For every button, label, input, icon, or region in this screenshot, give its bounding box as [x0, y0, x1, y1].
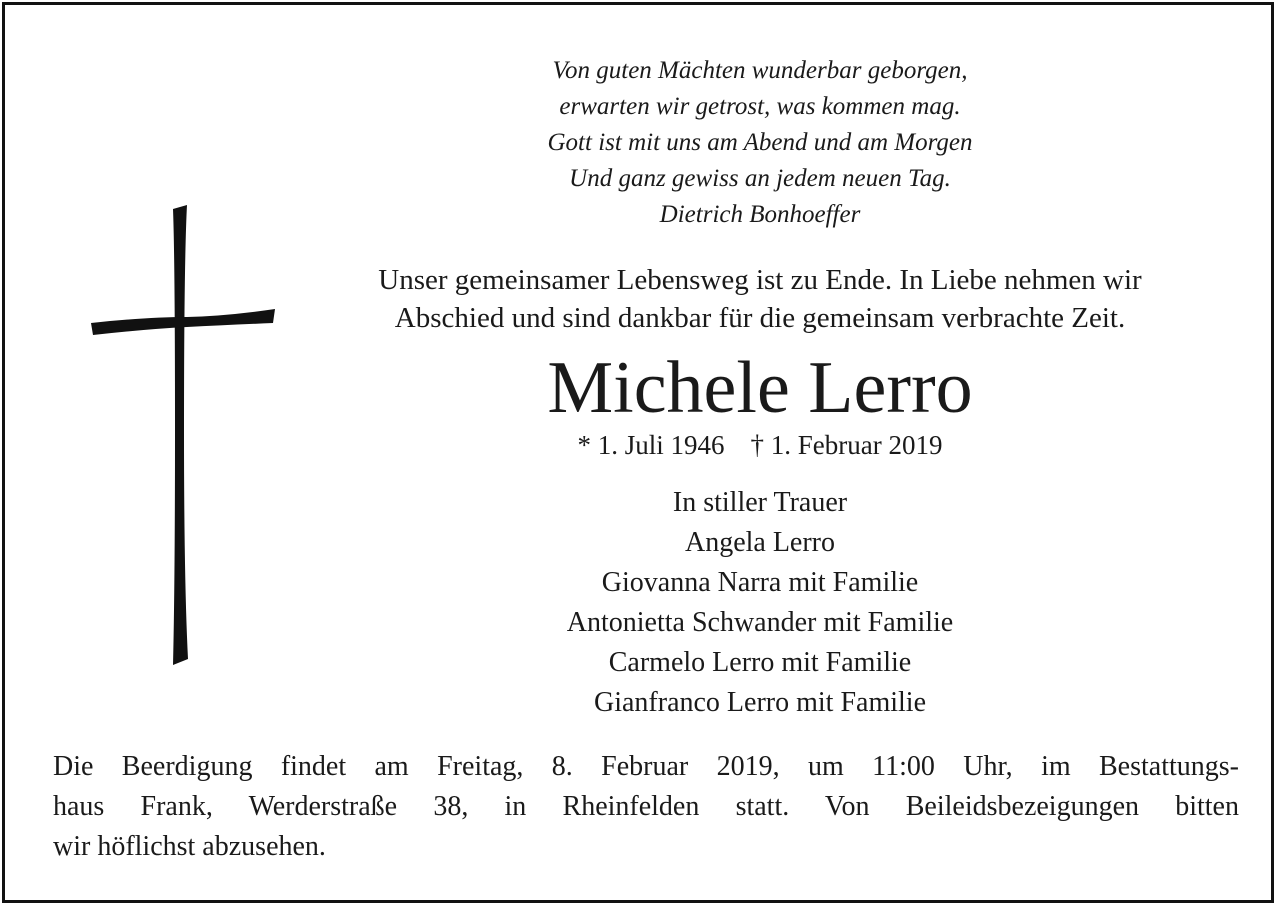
quote-line: erwarten wir getrost, was kommen mag.: [559, 93, 961, 120]
mourner-name: Antonietta Schwander mit Familie: [566, 607, 954, 638]
death-date: † 1. Februar 2019: [750, 430, 943, 460]
quote-line: Von guten Mächten wunderbar geborgen,: [552, 57, 968, 84]
quote-line: Gott ist mit uns am Abend und am Morgen: [547, 129, 973, 156]
funeral-line: wir höflichst abzusehen.: [53, 831, 326, 862]
deceased-name: Michele Lerro: [547, 347, 973, 429]
obituary-notice: [2, 2, 1274, 903]
mourner-name: Gianfranco Lerro mit Familie: [594, 687, 926, 718]
funeral-line: haus Frank, Werderstraße 38, in Rheinfelden statt. Von Beileidsbezeigungen bitten: [53, 791, 1239, 822]
quote-line: Und ganz gewiss an jedem neuen Tag.: [569, 165, 951, 192]
funeral-info: [53, 747, 1239, 867]
life-dates: [385, 427, 1135, 463]
intro-line: Abschied und sind dankbar für die gemeinsam verbrachte Zeit.: [394, 302, 1126, 334]
quote-author: Dietrich Bonhoeffer: [659, 201, 861, 228]
funeral-line: Die Beerdigung findet am Freitag, 8. Februar 2019, um 11:00 Uhr, im Bestattungs-: [53, 751, 1239, 782]
intro-line: Unser gemeinsamer Lebensweg ist zu Ende. In Liebe nehmen wir: [378, 264, 1142, 296]
mourners-heading: In stiller Trauer: [672, 487, 848, 518]
mourners-list: [385, 483, 1135, 723]
mourner-name: Carmelo Lerro mit Familie: [608, 647, 912, 678]
mourner-name: Angela Lerro: [684, 527, 836, 558]
intro-text: [275, 261, 1245, 337]
bonhoeffer-quote: [385, 53, 1135, 233]
cross-icon: [87, 201, 283, 671]
mourner-name: Giovanna Narra mit Familie: [601, 567, 919, 598]
birth-date: * 1. Juli 1946: [577, 430, 725, 460]
